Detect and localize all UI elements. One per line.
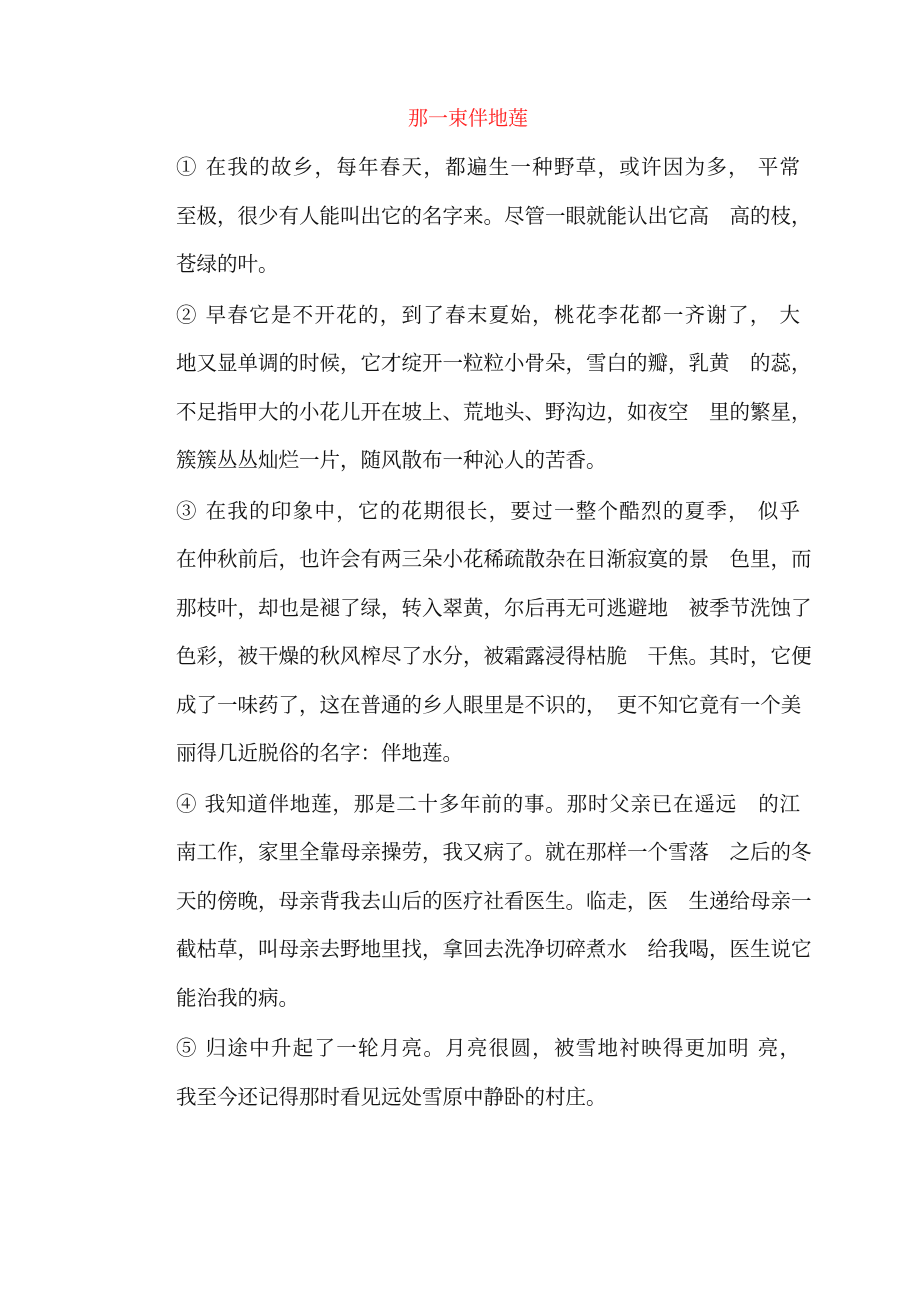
paragraph-line: 在仲秋前后，也许会有两三朵小花稀疏散杂在日渐寂寞的景 色里，而 xyxy=(176,547,812,571)
paragraph-line: 我至今还记得那时看见远处雪原中静卧的村庄。 xyxy=(176,1084,607,1109)
paragraph-line: 截枯草，叫母亲去野地里找，拿回去洗净切碎煮水 给我喝，医生说它 xyxy=(176,937,812,961)
paragraph-line: ⑤ 归途中升起了一轮月亮。月亮很圆，被雪地衬映得更加明 亮， xyxy=(176,1036,800,1060)
paragraph-2 xyxy=(176,291,812,485)
paragraph-line: 色彩，被干燥的秋风榨尽了水分，被霜露浸得枯脆 干焦。其时，它便 xyxy=(176,644,812,668)
paragraph-line: 那枝叶，却也是褪了绿，转入翠黄，尔后再无可逃避地 被季节洗蚀了 xyxy=(176,595,812,620)
paragraph-1 xyxy=(176,143,812,289)
paragraph-line: 能治我的病。 xyxy=(176,985,299,1010)
paragraph-line: 成了一味药了，这在普通的乡人眼里是不识的， 更不知它竟有一个美 xyxy=(176,692,802,717)
document-body xyxy=(176,143,812,1123)
paragraph-line: 南工作，家里全靠母亲操劳，我又病了。就在那样一个雪落 之后的冬 xyxy=(176,840,812,864)
paragraph-line: 天的傍晚，母亲背我去山后的医疗社看医生。临走，医 生递给母亲一 xyxy=(176,888,812,913)
paragraph-line: 丽得几近脱俗的名字：伴地莲。 xyxy=(176,741,463,765)
paragraph-4 xyxy=(176,780,812,1023)
paragraph-line: 不足指甲大的小花儿开在坡上、荒地头、野沟边，如夜空 里的繁星， xyxy=(176,399,812,424)
paragraph-line: 至极，很少有人能叫出它的名字来。尽管一眼就能认出它高 高的枝， xyxy=(176,203,812,228)
paragraph-line: ② 早春它是不开花的，到了春末夏始，桃花李花都一齐谢了， 大 xyxy=(176,302,800,327)
paragraph-line: ① 在我的故乡，每年春天，都遍生一种野草，或许因为多， 平常 xyxy=(176,155,800,179)
paragraph-3 xyxy=(176,487,812,778)
paragraph-5 xyxy=(176,1024,800,1121)
paragraph-line: 苍绿的叶。 xyxy=(176,252,279,276)
paragraph-line: ④ 我知道伴地莲，那是二十多年前的事。那时父亲已在遥远 的江 xyxy=(176,791,800,816)
paragraph-line: 地又显单调的时候，它才绽开一粒粒小骨朵，雪白的瓣，乳黄 的蕊， xyxy=(176,351,812,375)
paragraph-line: ③ 在我的印象中，它的花期很长，要过一整个酷烈的夏季， 似乎 xyxy=(176,498,800,523)
paragraph-line: 簇簇丛丛灿烂一片，随风散布一种沁人的苦香。 xyxy=(176,448,607,472)
document-title: 那一束伴地莲 xyxy=(408,106,528,130)
